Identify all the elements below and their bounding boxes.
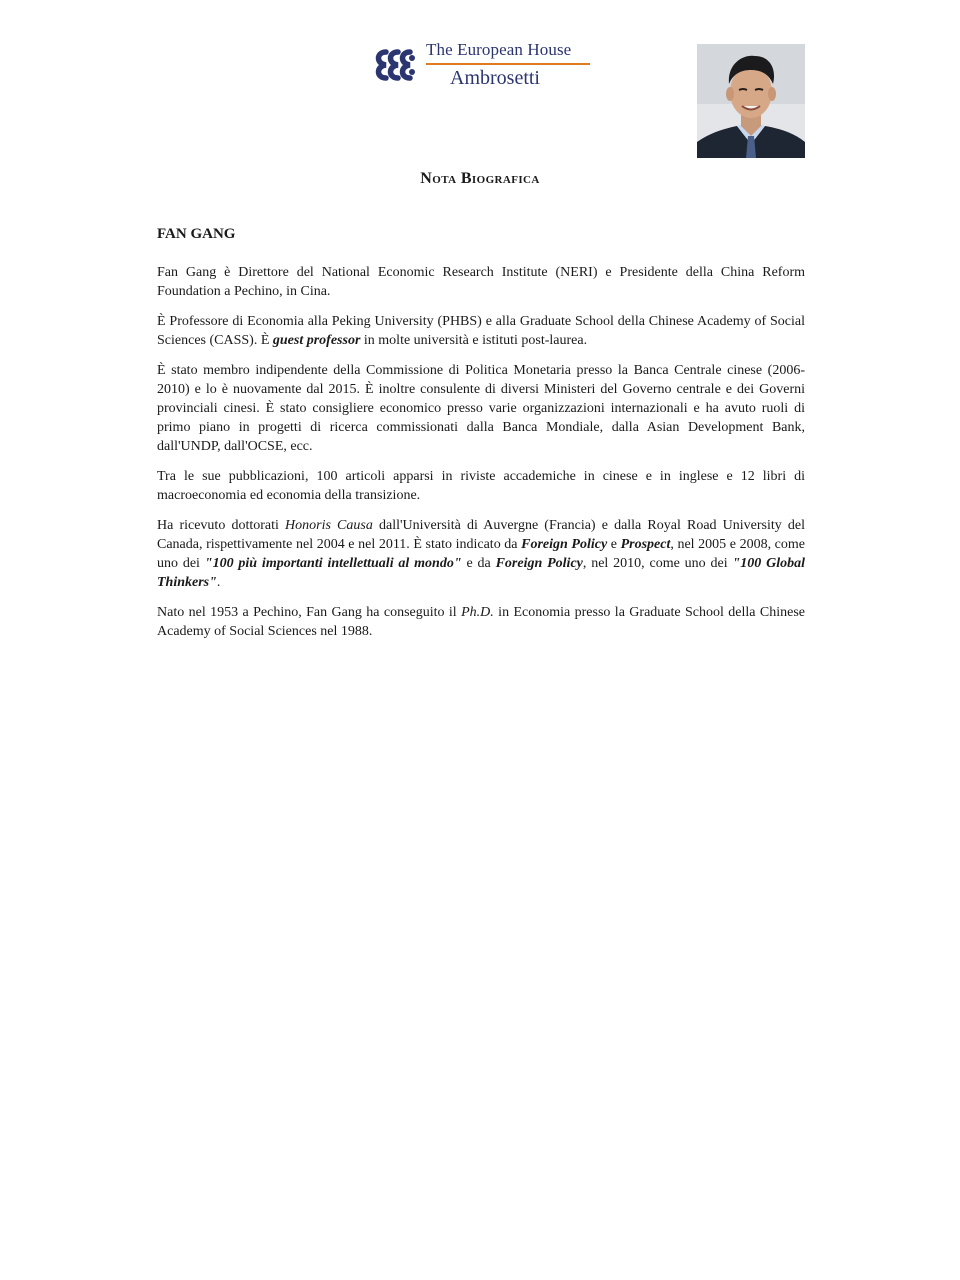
bio-emphasis: "100 Global Thinkers" bbox=[157, 556, 805, 590]
bio-text: , nel 2010, come uno dei bbox=[582, 556, 733, 571]
logo-line-2: Ambrosetti bbox=[450, 67, 540, 89]
bio-text: dall'Università di Auvergne (Francia) e dalla Royal Road University del Canada, rispettivamente nel 2004 e nel 2011. È stato indicato da bbox=[157, 518, 805, 552]
bio-emphasis: Honoris Causa bbox=[285, 518, 373, 533]
bio-text: Ha ricevuto dottorati bbox=[157, 518, 286, 533]
bio-emphasis: Foreign Policy bbox=[495, 556, 583, 571]
bio-text: in molte università e istituti post-laurea. bbox=[360, 333, 588, 348]
bio-emphasis: guest professor bbox=[272, 333, 361, 348]
bio-text: È Professore di Economia alla Peking University (PHBS) e alla Graduate School della Chinese Academy of Social Sciences (CASS). È bbox=[157, 314, 805, 348]
portrait-photo bbox=[697, 44, 805, 158]
bio-emphasis: "100 più importanti intellettuali al mondo" bbox=[204, 556, 462, 571]
bio-text: Nato nel 1953 a Pechino, Fan Gang ha conseguito il bbox=[157, 605, 462, 620]
portrait-photo-icon bbox=[697, 44, 805, 158]
bio-text: . bbox=[216, 575, 221, 590]
bio-paragraph-5 bbox=[157, 516, 805, 592]
bio-paragraph-1: Fan Gang è Direttore del National Economic Research Institute (NERI) e Presidente della China Reform Foundation a Pechino, in Cina. bbox=[157, 265, 805, 299]
bio-text: e bbox=[607, 537, 621, 552]
bio-text: , nel 2005 e 2008, come uno dei bbox=[157, 537, 806, 571]
bio-emphasis: Ph.D. bbox=[461, 605, 494, 620]
person-name: FAN GANG bbox=[157, 226, 236, 242]
bio-paragraph-6 bbox=[157, 603, 805, 641]
ambrosetti-logo-mark-icon bbox=[372, 44, 420, 86]
bio-paragraph-4: Tra le sue pubblicazioni, 100 articoli apparsi in riviste accademiche in cinese e in inglese e 12 libri di macroeconomia ed economia della transizione. bbox=[157, 469, 805, 503]
logo-line-1: The European House bbox=[426, 40, 572, 59]
bio-paragraph-3: È stato membro indipendente della Commissione di Politica Monetaria presso la Banca Centrale cinese (2006-2010) e lo è nuovamente dal 2015. È inoltre consulente di diversi Ministeri del Governo centrale e dei Governi provinciali cinesi. È stato consigliere economico presso varie organizzazioni internazionali e ha avuto ruoli di primo piano in progetti di ricerca commissionati dalla Banca Mondiale, dalla Asian Development Bank, dall'UNDP, dall'OCSE, ecc. bbox=[157, 363, 805, 454]
bio-text: e da bbox=[461, 556, 496, 571]
bio-emphasis: Prospect bbox=[620, 537, 671, 552]
document-title: Nota Biografica bbox=[420, 170, 540, 187]
bio-text: in Economia presso la Graduate School della Chinese Academy of Social Sciences nel 1988. bbox=[157, 605, 806, 639]
bio-paragraph-2 bbox=[157, 312, 805, 350]
logo-divider bbox=[426, 63, 590, 65]
biography-body bbox=[157, 226, 805, 652]
bio-emphasis: Foreign Policy bbox=[521, 537, 608, 552]
ambrosetti-logo bbox=[372, 40, 594, 96]
